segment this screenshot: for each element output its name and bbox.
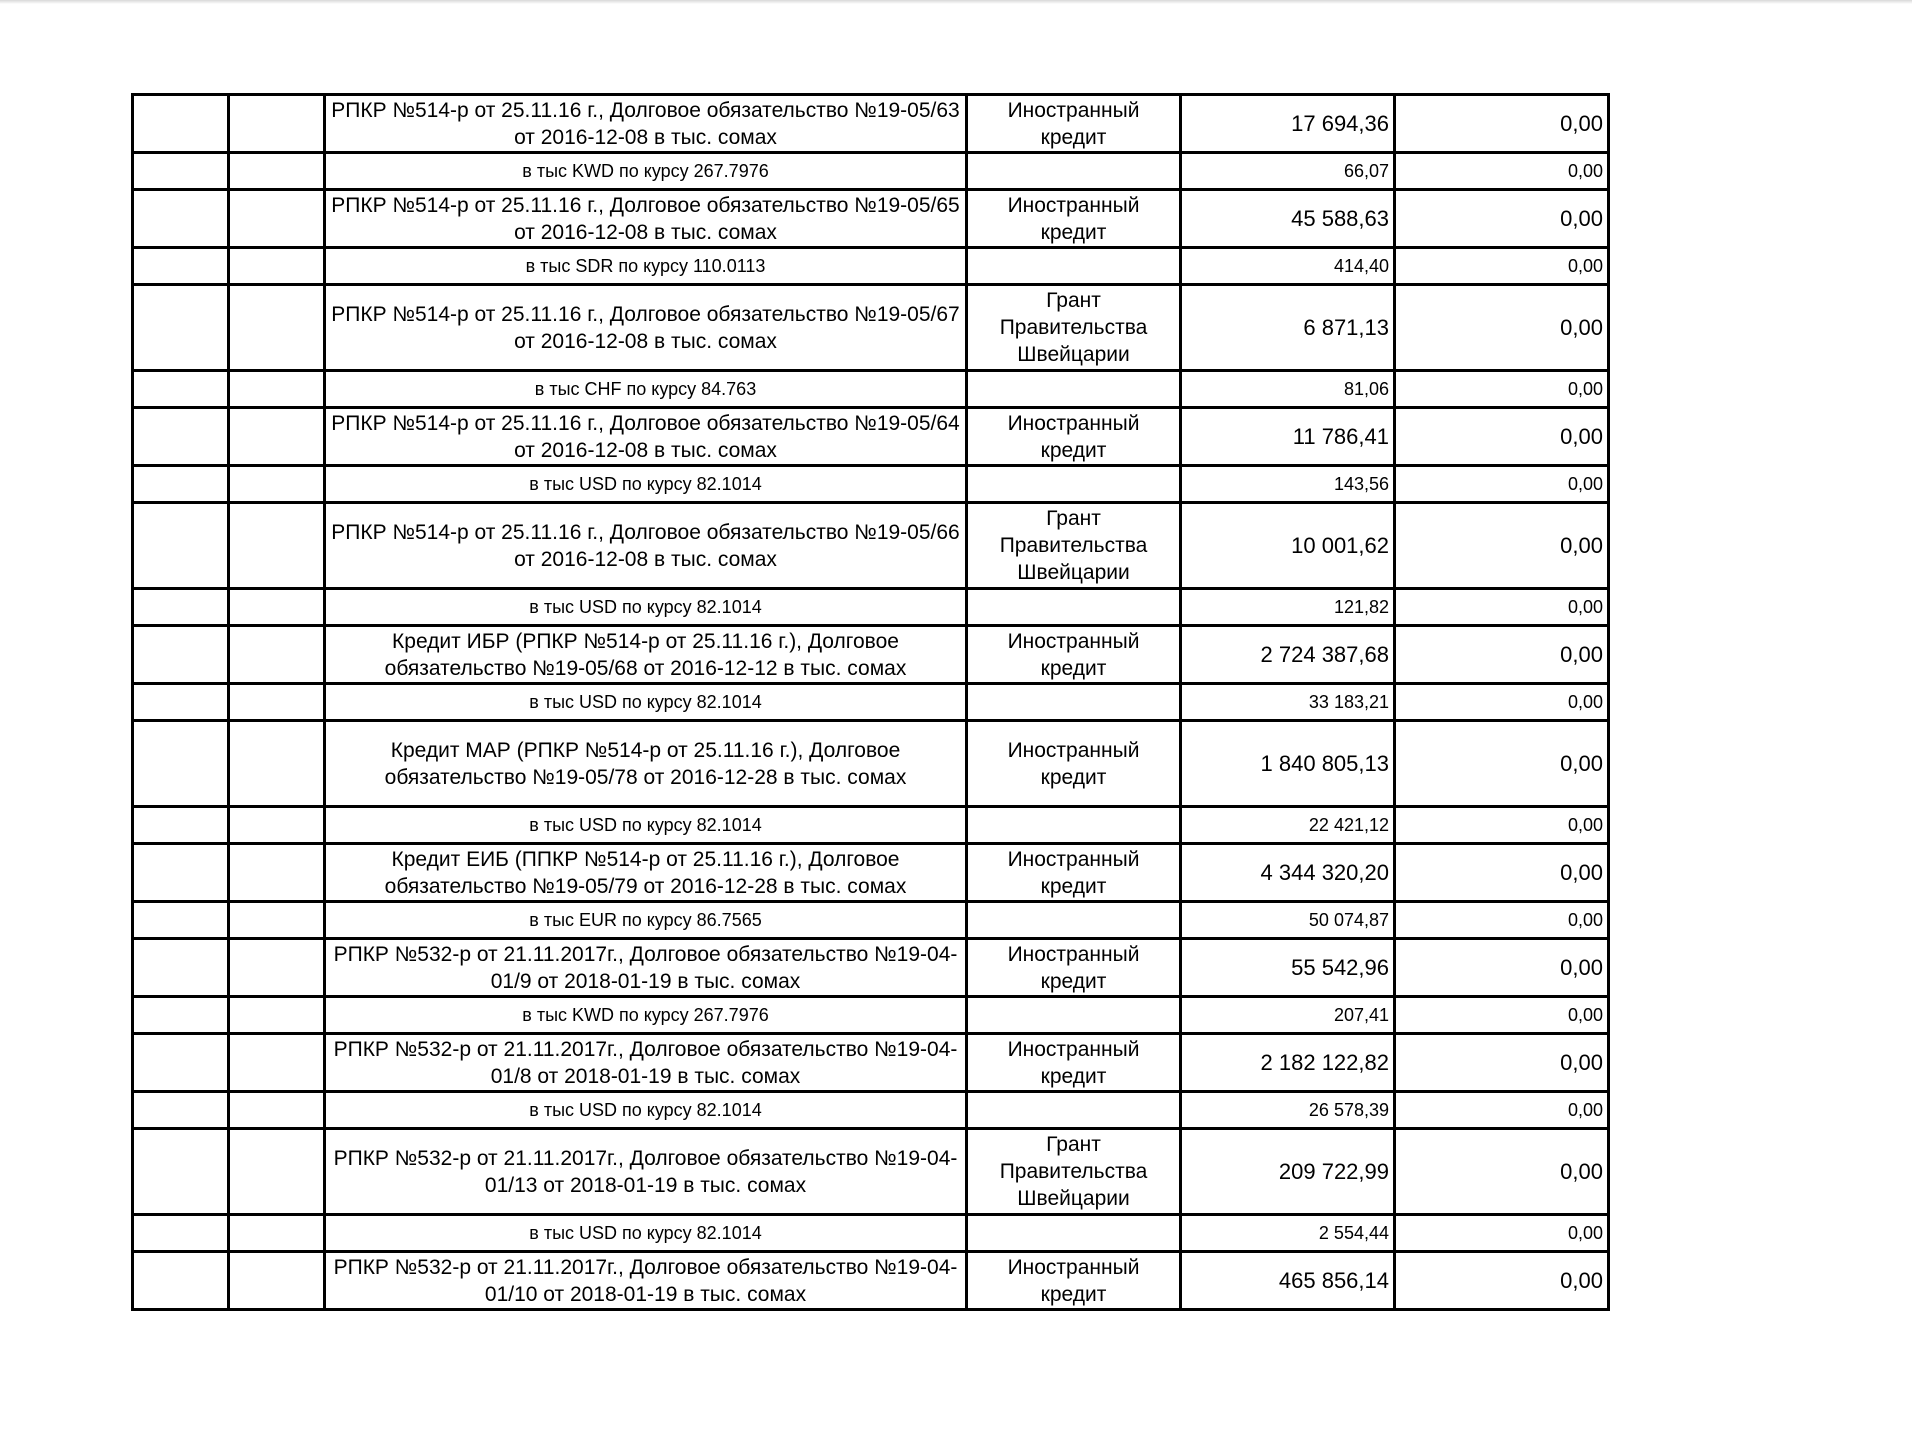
empty-cell-2 bbox=[229, 503, 325, 589]
empty-cell-2 bbox=[229, 408, 325, 466]
empty-cell-2 bbox=[229, 626, 325, 684]
table-row bbox=[133, 589, 1609, 626]
value-cell: 0,00 bbox=[1395, 1252, 1609, 1310]
empty-cell-2 bbox=[229, 1215, 325, 1252]
empty-cell-1 bbox=[133, 1092, 229, 1129]
description-cell: в тыс USD по курсу 82.1014 bbox=[325, 466, 967, 503]
value-cell: 0,00 bbox=[1395, 95, 1609, 153]
type-cell: Иностранный кредит bbox=[967, 95, 1181, 153]
empty-cell-1 bbox=[133, 190, 229, 248]
description-cell: РПКР №532-р от 21.11.2017г., Долговое обязательство №19-04-01/13 от 2018-01-19 в тыс. сомах bbox=[325, 1129, 967, 1215]
value-cell: 0,00 bbox=[1395, 1215, 1609, 1252]
type-cell: Иностранный кредит bbox=[967, 408, 1181, 466]
description-cell: в тыс USD по курсу 82.1014 bbox=[325, 1092, 967, 1129]
empty-cell-2 bbox=[229, 95, 325, 153]
description-cell: в тыс SDR по курсу 110.0113 bbox=[325, 248, 967, 285]
empty-cell-2 bbox=[229, 939, 325, 997]
description-cell: в тыс USD по курсу 82.1014 bbox=[325, 1215, 967, 1252]
type-cell bbox=[967, 684, 1181, 721]
type-cell bbox=[967, 371, 1181, 408]
value-cell: 0,00 bbox=[1395, 844, 1609, 902]
amount-cell: 11 786,41 bbox=[1181, 408, 1395, 466]
table-row bbox=[133, 1034, 1609, 1092]
page-top-edge bbox=[0, 0, 1912, 4]
amount-cell: 10 001,62 bbox=[1181, 503, 1395, 589]
empty-cell-1 bbox=[133, 466, 229, 503]
type-cell: Иностранный кредит bbox=[967, 1252, 1181, 1310]
amount-cell: 33 183,21 bbox=[1181, 684, 1395, 721]
empty-cell-1 bbox=[133, 1215, 229, 1252]
type-cell: Грант Правительства Швейцарии bbox=[967, 1129, 1181, 1215]
description-cell: РПКР №514-р от 25.11.16 г., Долговое обязательство №19-05/66 от 2016-12-08 в тыс. сомах bbox=[325, 503, 967, 589]
type-cell bbox=[967, 902, 1181, 939]
amount-cell: 45 588,63 bbox=[1181, 190, 1395, 248]
value-cell: 0,00 bbox=[1395, 939, 1609, 997]
debt-table bbox=[131, 93, 1610, 1311]
amount-cell: 81,06 bbox=[1181, 371, 1395, 408]
empty-cell-2 bbox=[229, 371, 325, 408]
empty-cell-1 bbox=[133, 684, 229, 721]
empty-cell-1 bbox=[133, 626, 229, 684]
value-cell: 0,00 bbox=[1395, 466, 1609, 503]
empty-cell-1 bbox=[133, 721, 229, 807]
type-cell bbox=[967, 589, 1181, 626]
table-row bbox=[133, 684, 1609, 721]
empty-cell-2 bbox=[229, 902, 325, 939]
table-row bbox=[133, 466, 1609, 503]
table-row bbox=[133, 902, 1609, 939]
table-row bbox=[133, 408, 1609, 466]
table-row bbox=[133, 1215, 1609, 1252]
amount-cell: 55 542,96 bbox=[1181, 939, 1395, 997]
empty-cell-1 bbox=[133, 503, 229, 589]
description-cell: Кредит ИБР (РПКР №514-р от 25.11.16 г.), Долговое обязательство №19-05/68 от 2016-12-12 в тыс. сомах bbox=[325, 626, 967, 684]
empty-cell-2 bbox=[229, 807, 325, 844]
table-row bbox=[133, 95, 1609, 153]
table-row bbox=[133, 285, 1609, 371]
value-cell: 0,00 bbox=[1395, 285, 1609, 371]
empty-cell-2 bbox=[229, 1092, 325, 1129]
description-cell: РПКР №514-р от 25.11.16 г., Долговое обязательство №19-05/64 от 2016-12-08 в тыс. сомах bbox=[325, 408, 967, 466]
description-cell: в тыс KWD по курсу 267.7976 bbox=[325, 153, 967, 190]
value-cell: 0,00 bbox=[1395, 721, 1609, 807]
table-row bbox=[133, 997, 1609, 1034]
empty-cell-2 bbox=[229, 285, 325, 371]
description-cell: в тыс USD по курсу 82.1014 bbox=[325, 684, 967, 721]
amount-cell: 17 694,36 bbox=[1181, 95, 1395, 153]
table-row bbox=[133, 1129, 1609, 1215]
amount-cell: 207,41 bbox=[1181, 997, 1395, 1034]
table-row bbox=[133, 153, 1609, 190]
empty-cell-2 bbox=[229, 1252, 325, 1310]
amount-cell: 209 722,99 bbox=[1181, 1129, 1395, 1215]
empty-cell-1 bbox=[133, 902, 229, 939]
table-body bbox=[133, 95, 1609, 1310]
table-row bbox=[133, 1252, 1609, 1310]
value-cell: 0,00 bbox=[1395, 1034, 1609, 1092]
description-cell: в тыс CHF по курсу 84.763 bbox=[325, 371, 967, 408]
value-cell: 0,00 bbox=[1395, 153, 1609, 190]
table-row bbox=[133, 1092, 1609, 1129]
empty-cell-1 bbox=[133, 1252, 229, 1310]
value-cell: 0,00 bbox=[1395, 408, 1609, 466]
type-cell bbox=[967, 1215, 1181, 1252]
type-cell: Иностранный кредит bbox=[967, 844, 1181, 902]
amount-cell: 6 871,13 bbox=[1181, 285, 1395, 371]
value-cell: 0,00 bbox=[1395, 684, 1609, 721]
value-cell: 0,00 bbox=[1395, 997, 1609, 1034]
description-cell: в тыс KWD по курсу 267.7976 bbox=[325, 997, 967, 1034]
table-row bbox=[133, 844, 1609, 902]
type-cell: Грант Правительства Швейцарии bbox=[967, 285, 1181, 371]
empty-cell-1 bbox=[133, 371, 229, 408]
value-cell: 0,00 bbox=[1395, 626, 1609, 684]
empty-cell-2 bbox=[229, 1034, 325, 1092]
empty-cell-2 bbox=[229, 1129, 325, 1215]
type-cell: Иностранный кредит bbox=[967, 1034, 1181, 1092]
amount-cell: 2 724 387,68 bbox=[1181, 626, 1395, 684]
amount-cell: 2 182 122,82 bbox=[1181, 1034, 1395, 1092]
description-cell: в тыс EUR по курсу 86.7565 bbox=[325, 902, 967, 939]
amount-cell: 121,82 bbox=[1181, 589, 1395, 626]
empty-cell-2 bbox=[229, 721, 325, 807]
empty-cell-1 bbox=[133, 1034, 229, 1092]
value-cell: 0,00 bbox=[1395, 190, 1609, 248]
empty-cell-2 bbox=[229, 190, 325, 248]
description-cell: Кредит МАР (РПКР №514-р от 25.11.16 г.), Долговое обязательство №19-05/78 от 2016-12-28 в тыс. сомах bbox=[325, 721, 967, 807]
empty-cell-2 bbox=[229, 684, 325, 721]
empty-cell-1 bbox=[133, 153, 229, 190]
type-cell bbox=[967, 807, 1181, 844]
table-row bbox=[133, 939, 1609, 997]
value-cell: 0,00 bbox=[1395, 371, 1609, 408]
table-row bbox=[133, 721, 1609, 807]
empty-cell-2 bbox=[229, 153, 325, 190]
empty-cell-1 bbox=[133, 285, 229, 371]
table-row bbox=[133, 503, 1609, 589]
amount-cell: 143,56 bbox=[1181, 466, 1395, 503]
description-cell: в тыс USD по курсу 82.1014 bbox=[325, 807, 967, 844]
empty-cell-2 bbox=[229, 589, 325, 626]
description-cell: РПКР №514-р от 25.11.16 г., Долговое обязательство №19-05/65 от 2016-12-08 в тыс. сомах bbox=[325, 190, 967, 248]
type-cell bbox=[967, 248, 1181, 285]
empty-cell-1 bbox=[133, 844, 229, 902]
description-cell: РПКР №514-р от 25.11.16 г., Долговое обязательство №19-05/67 от 2016-12-08 в тыс. сомах bbox=[325, 285, 967, 371]
table-row bbox=[133, 807, 1609, 844]
type-cell bbox=[967, 466, 1181, 503]
empty-cell-1 bbox=[133, 248, 229, 285]
amount-cell: 414,40 bbox=[1181, 248, 1395, 285]
empty-cell-1 bbox=[133, 939, 229, 997]
amount-cell: 2 554,44 bbox=[1181, 1215, 1395, 1252]
description-cell: РПКР №532-р от 21.11.2017г., Долговое обязательство №19-04-01/8 от 2018-01-19 в тыс. сомах bbox=[325, 1034, 967, 1092]
amount-cell: 50 074,87 bbox=[1181, 902, 1395, 939]
empty-cell-1 bbox=[133, 807, 229, 844]
type-cell: Иностранный кредит bbox=[967, 190, 1181, 248]
empty-cell-2 bbox=[229, 997, 325, 1034]
amount-cell: 1 840 805,13 bbox=[1181, 721, 1395, 807]
empty-cell-1 bbox=[133, 1129, 229, 1215]
table-row bbox=[133, 371, 1609, 408]
description-cell: РПКР №532-р от 21.11.2017г., Долговое обязательство №19-04-01/10 от 2018-01-19 в тыс. сомах bbox=[325, 1252, 967, 1310]
empty-cell-2 bbox=[229, 466, 325, 503]
type-cell bbox=[967, 153, 1181, 190]
amount-cell: 22 421,12 bbox=[1181, 807, 1395, 844]
value-cell: 0,00 bbox=[1395, 503, 1609, 589]
empty-cell-1 bbox=[133, 408, 229, 466]
table-row bbox=[133, 190, 1609, 248]
type-cell: Иностранный кредит bbox=[967, 939, 1181, 997]
type-cell: Грант Правительства Швейцарии bbox=[967, 503, 1181, 589]
amount-cell: 26 578,39 bbox=[1181, 1092, 1395, 1129]
value-cell: 0,00 bbox=[1395, 1092, 1609, 1129]
value-cell: 0,00 bbox=[1395, 902, 1609, 939]
amount-cell: 465 856,14 bbox=[1181, 1252, 1395, 1310]
type-cell bbox=[967, 997, 1181, 1034]
value-cell: 0,00 bbox=[1395, 589, 1609, 626]
amount-cell: 66,07 bbox=[1181, 153, 1395, 190]
type-cell bbox=[967, 1092, 1181, 1129]
table-row bbox=[133, 248, 1609, 285]
type-cell: Иностранный кредит bbox=[967, 721, 1181, 807]
value-cell: 0,00 bbox=[1395, 248, 1609, 285]
empty-cell-2 bbox=[229, 248, 325, 285]
description-cell: Кредит ЕИБ (ППКР №514-р от 25.11.16 г.), Долговое обязательство №19-05/79 от 2016-12-28 в тыс. сомах bbox=[325, 844, 967, 902]
empty-cell-1 bbox=[133, 589, 229, 626]
empty-cell-1 bbox=[133, 95, 229, 153]
description-cell: РПКР №514-р от 25.11.16 г., Долговое обязательство №19-05/63 от 2016-12-08 в тыс. сомах bbox=[325, 95, 967, 153]
value-cell: 0,00 bbox=[1395, 1129, 1609, 1215]
value-cell: 0,00 bbox=[1395, 807, 1609, 844]
empty-cell-1 bbox=[133, 997, 229, 1034]
table-row bbox=[133, 626, 1609, 684]
amount-cell: 4 344 320,20 bbox=[1181, 844, 1395, 902]
description-cell: РПКР №532-р от 21.11.2017г., Долговое обязательство №19-04-01/9 от 2018-01-19 в тыс. сомах bbox=[325, 939, 967, 997]
empty-cell-2 bbox=[229, 844, 325, 902]
type-cell: Иностранный кредит bbox=[967, 626, 1181, 684]
description-cell: в тыс USD по курсу 82.1014 bbox=[325, 589, 967, 626]
